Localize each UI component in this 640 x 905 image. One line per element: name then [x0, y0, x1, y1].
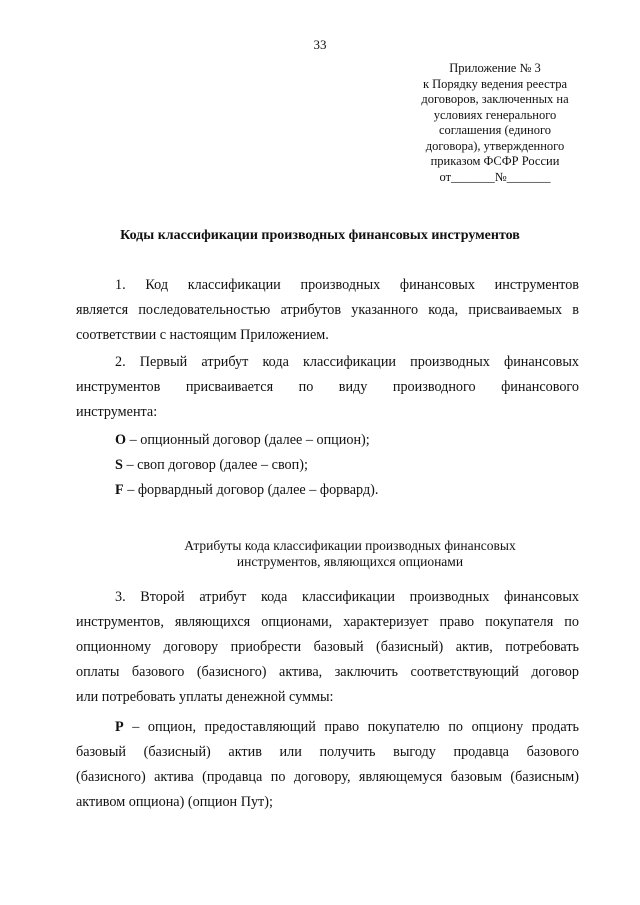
annex-line: от_______№_______ — [439, 169, 551, 184]
type-code: O — [115, 432, 127, 448]
type-description: – опционный договор (далее – опцион); — [126, 432, 370, 448]
paragraph-line: или потребовать уплаты денежной суммы: — [76, 689, 334, 705]
paragraph-line: 2. Первый атрибут кода классификации производных финансовых — [115, 354, 579, 370]
annex-reference — [400, 61, 590, 185]
type-code: S — [115, 457, 123, 473]
list-item — [76, 428, 579, 453]
paragraph-line: инструмента: — [76, 404, 158, 420]
paragraph-line: 1. Код классификации производных финансовых инструментов — [115, 277, 579, 293]
page-number: 33 — [313, 37, 327, 52]
paragraph-text: – опцион, предоставляющий право покупателю по опциону продать — [123, 719, 579, 735]
annex-line: к Порядку ведения реестра — [422, 76, 568, 91]
annex-line: договоров, заключенных на — [421, 92, 569, 106]
document-title: Коды классификации производных финансовых инструментов — [120, 228, 520, 243]
type-code: F — [115, 482, 124, 498]
annex-line: договора), утвержденного — [425, 138, 565, 153]
annex-line: Приложение № 3 — [449, 61, 541, 75]
paragraph-line: является последовательностью атрибутов указанного кода, присваиваемых в — [76, 302, 579, 318]
paragraph-1 — [76, 273, 579, 348]
subtitle-line: инструментов, являющихся опционами — [236, 554, 464, 569]
paragraph-line: 3. Второй атрибут кода классификации производных финансовых — [115, 589, 579, 605]
list-item — [76, 453, 579, 478]
paragraph-line: оплаты базового (базисного) актива, заключить соответствующий договор — [76, 664, 579, 680]
annex-line: условиях генерального — [433, 107, 557, 122]
paragraph-line: инструментов присваивается по виду производного финансового — [76, 379, 579, 395]
type-description: – форвардный договор (далее – форвард). — [123, 482, 379, 498]
annex-line: приказом ФСФР России — [430, 154, 560, 168]
paragraph-4 — [76, 715, 579, 815]
type-description: – своп договор (далее – своп); — [122, 457, 308, 473]
section-subtitle — [0, 538, 640, 570]
list-item — [76, 478, 579, 503]
type-code: P — [115, 719, 124, 735]
paragraph-line: (базисного) актива (продавца по договору, являющемуся базовым (базисным) — [76, 769, 579, 785]
paragraph-line: базовый (базисный) актив или получить выгоду продавца базового — [76, 744, 579, 760]
paragraph-line: активом опциона) (опцион Пут); — [76, 794, 273, 810]
paragraph-line: опционному договору приобрести базовый (базисный) актив, потребовать — [76, 639, 579, 655]
paragraph-2 — [76, 350, 579, 425]
paragraph-line — [76, 715, 579, 740]
subtitle-line: Атрибуты кода классификации производных финансовых — [184, 538, 516, 553]
instrument-type-list — [76, 428, 579, 503]
annex-line: соглашения (единого — [438, 123, 552, 137]
paragraph-3 — [76, 585, 579, 710]
paragraph-line: соответствии с настоящим Приложением. — [76, 327, 329, 343]
paragraph-line: инструментов, являющихся опционами, характеризует право покупателя по — [76, 614, 579, 630]
